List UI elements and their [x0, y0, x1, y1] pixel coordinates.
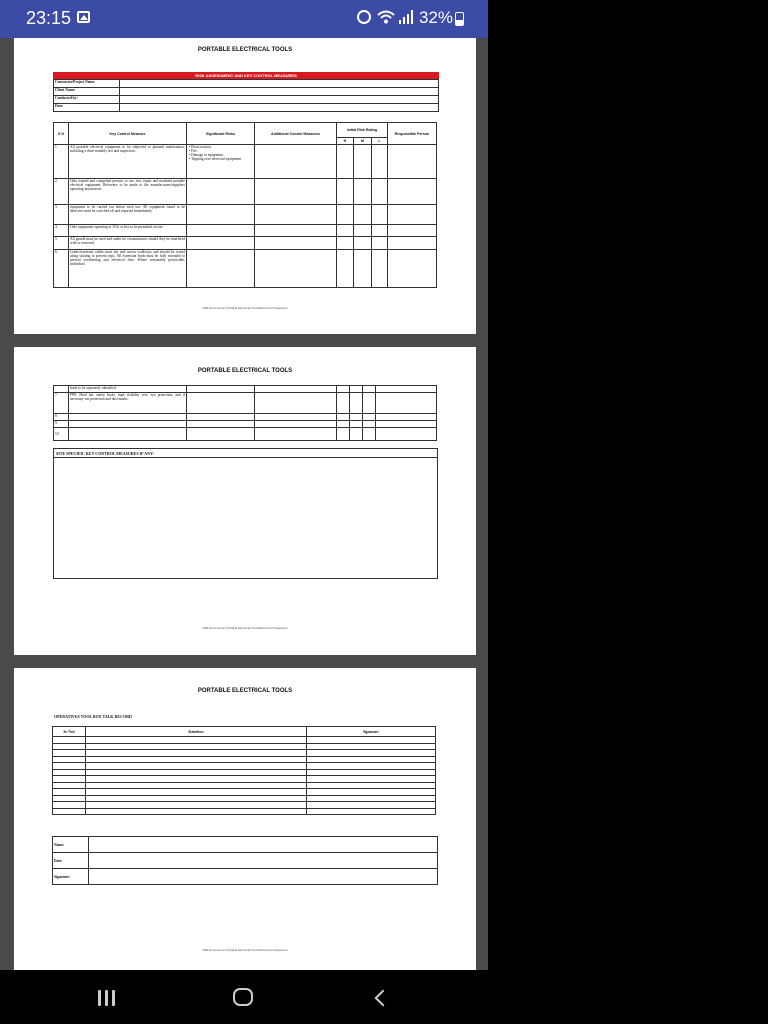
row-measure: Only trained and competent persons to use, test, repair and maintain portable electrical equipment. Reference to be made to the manufacturers/suppliers operating instructions.: [69, 179, 187, 205]
col-h: H: [337, 138, 354, 145]
info-label: Conducted by:: [54, 96, 120, 104]
page-title: PORTABLE ELECTRICAL TOOLS: [197, 47, 293, 53]
signoff-label: Name:: [53, 837, 89, 853]
row-measure: equipment to be carried out before each use. All equipment found to be defective must be switched off and reported immediately.: [69, 205, 187, 225]
recent-apps-button[interactable]: [98, 990, 116, 1006]
status-time: 23:15: [26, 8, 72, 28]
risk-item: • Electrocution.: [189, 145, 212, 149]
info-value[interactable]: [120, 96, 439, 104]
battery-icon: [455, 12, 464, 26]
info-label: Contractor/Project Name:: [54, 80, 120, 88]
row-measure: Only equipment operating at 110v or less to be permitted on site.: [69, 225, 187, 237]
row-measure: [69, 421, 187, 428]
row-number: 10.: [54, 428, 69, 441]
col-attendees: Attendees:: [86, 727, 307, 737]
row-number: 8.: [54, 414, 69, 421]
row-number: 6.: [54, 250, 69, 288]
row-measure: leads to be separately identified.: [69, 386, 187, 393]
row-number: 7.: [54, 393, 69, 414]
control-measures-table-continued: [53, 385, 437, 441]
page-title: PORTABLE ELECTRICAL TOOLS: [197, 368, 293, 374]
control-measures-table: [53, 122, 437, 288]
col-responsible: Responsible Person: [387, 123, 436, 145]
row-measure: Leads/extension cables must not trail across walkways and should be routed along skirting to prevent trips. All extension leads must be fully extended to prevent overheating and electrical fires. Where reasonably practicable, individual: [69, 250, 187, 288]
row-number: [54, 386, 69, 393]
row-number: 1.: [54, 145, 69, 179]
col-key-control: Key Control Measure: [69, 123, 187, 145]
page-footer: FBE Documents/ Portable Electrical Tools/RA/Control Measures: [202, 306, 288, 310]
col-significant-risks: Significant Risks: [187, 123, 255, 145]
alarm-icon: [357, 10, 371, 24]
row-number: 3.: [54, 205, 69, 225]
site-specific-box[interactable]: [53, 448, 438, 579]
info-value[interactable]: [120, 104, 439, 112]
document-page-1[interactable]: [14, 38, 476, 334]
row-measure: [69, 414, 187, 421]
toolbox-talk-title: OPERATIVES TOOL BOX TALK RECORD: [54, 714, 132, 719]
back-button[interactable]: [375, 990, 392, 1007]
battery-percent: 32%: [419, 8, 454, 27]
col-sr-no: Sr. No#: [53, 727, 86, 737]
col-signature: Signature:: [307, 727, 436, 737]
page-footer: FBE Documents/ Portable Electrical Tools/RA/Control Measures: [202, 626, 288, 630]
row-number: 2.: [54, 179, 69, 205]
page-footer: FBE Documents/ Portable Electrical Tools/RA/Control Measures: [202, 948, 288, 952]
risk-item: • Tripping over electrical equipment: [189, 157, 241, 161]
row-measure: [69, 428, 187, 441]
document-page-3[interactable]: [14, 668, 476, 970]
signoff-field[interactable]: [89, 853, 438, 869]
signoff-table: [52, 836, 438, 885]
info-label: Date:: [54, 104, 120, 112]
document-page-2[interactable]: [14, 347, 476, 655]
info-value[interactable]: [120, 80, 439, 88]
wifi-icon: [377, 9, 395, 25]
site-specific-title: SITE SPECIFIC KEY CONTROL MEASURES IF ANY:: [54, 449, 437, 458]
risk-item: • Damage to equipment.: [189, 153, 224, 157]
signal-icon: [399, 10, 413, 24]
signoff-label: Signature:: [53, 869, 89, 885]
col-sn: S N: [54, 123, 69, 145]
row-measure: All guards must be used and under no circumstances should they be interfered with or removed.: [69, 237, 187, 250]
col-l: L: [372, 138, 388, 145]
page-title: PORTABLE ELECTRICAL TOOLS: [197, 688, 293, 694]
row-number: 4.: [54, 225, 69, 237]
gallery-icon: [77, 11, 90, 23]
project-info-table: [53, 79, 439, 112]
toolbox-talk-table: [52, 726, 436, 815]
row-number: 5.: [54, 237, 69, 250]
navigation-bar: [0, 970, 488, 1024]
risk-item: • Fire.: [189, 149, 198, 153]
col-additional-controls: Additional Control Measures: [255, 123, 337, 145]
background-area: [488, 0, 768, 1024]
signoff-field[interactable]: [89, 837, 438, 853]
col-m: M: [353, 138, 371, 145]
col-initial-risk: Initial Risk Rating: [337, 123, 388, 138]
row-measure: PPE: Hard hat, safety boots, high visibility vest, eye protection, and if necessary ear protection and dust masks.: [69, 393, 187, 414]
status-bar: [0, 0, 488, 38]
info-value[interactable]: [120, 88, 439, 96]
info-label: Client Name:: [54, 88, 120, 96]
home-button[interactable]: [233, 988, 253, 1006]
risks-list: [187, 145, 255, 179]
row-measure: All portable electrical equipment to be subjected to planned maintenance, including a three monthly test and inspection.: [69, 145, 187, 179]
row-number: 9.: [54, 421, 69, 428]
signoff-field[interactable]: [89, 869, 438, 885]
signoff-label: Date:: [53, 853, 89, 869]
risk-assessment-header: RISK ASSESSMENT AND KEY CONTROL MEASURES: [53, 72, 439, 79]
